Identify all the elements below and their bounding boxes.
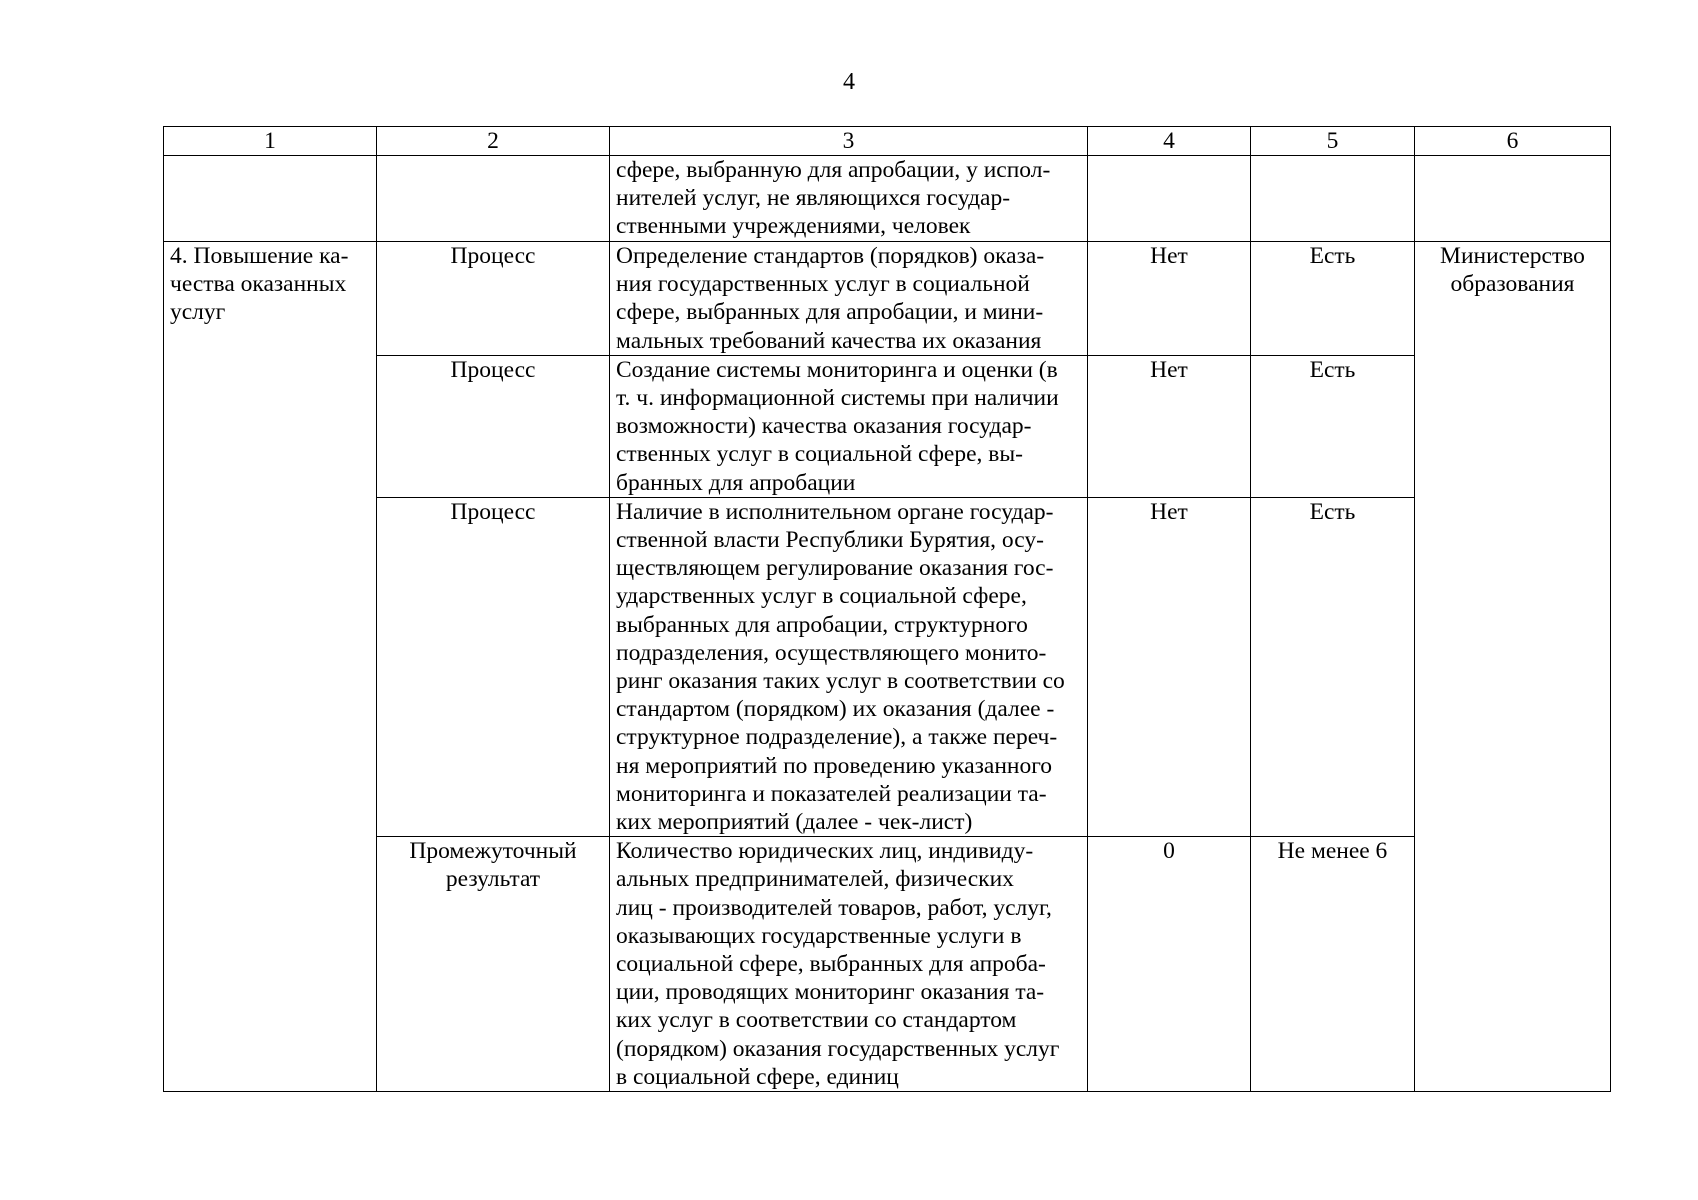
indicator-type-cell bbox=[377, 837, 610, 1092]
text-line: структурное подразделение), а также переч- bbox=[616, 724, 1058, 751]
text-line: бранных для апробации bbox=[616, 469, 856, 496]
text-line: 4. Повышение ка- bbox=[170, 243, 349, 269]
base-value-cell: Нет bbox=[1088, 355, 1251, 497]
text-line: ственных услуг в социальной сфере, вы- bbox=[616, 441, 1024, 468]
text-line: Определение стандартов (порядков) оказа- bbox=[616, 243, 1045, 269]
cell-empty bbox=[1415, 156, 1611, 242]
text-line: чества оказанных bbox=[170, 271, 347, 298]
text-line: Промежуточный bbox=[409, 838, 577, 865]
text-line: ственными учреждениями, человек bbox=[616, 213, 971, 240]
header-cell-1: 1 bbox=[164, 127, 377, 156]
text-line: сфере, выбранных для апробации, и мини- bbox=[616, 299, 1044, 326]
text-line: Наличие в исполнительном органе государ- bbox=[616, 498, 1054, 525]
text-line: подразделения, осуществляющего монито- bbox=[616, 639, 1047, 666]
text-line: оказывающих государственные услуги в bbox=[616, 922, 1022, 949]
text-line: в социальной сфере, единиц bbox=[616, 1063, 899, 1090]
text-line: альных предпринимателей, физических bbox=[616, 866, 1014, 893]
target-value-cell: Есть bbox=[1251, 242, 1415, 356]
text-line: ударственных услуг в социальной сфере, bbox=[616, 583, 1027, 610]
indicator-text-cell bbox=[610, 837, 1088, 1092]
text-line: Количество юридических лиц, индивиду- bbox=[616, 838, 1034, 865]
text-line: ственной власти Республики Бурятия, осу- bbox=[616, 527, 1044, 554]
indicator-text-cell bbox=[610, 242, 1088, 356]
text-line: т. ч. информационной системы при наличии bbox=[616, 385, 1059, 412]
indicator-type-cell bbox=[377, 497, 610, 836]
text-line: образования bbox=[1450, 271, 1575, 298]
cell-empty bbox=[1251, 156, 1415, 242]
table-header-row bbox=[164, 127, 1611, 156]
table-row bbox=[164, 242, 1611, 356]
text-line: Создание системы мониторинга и оценки (в bbox=[616, 356, 1058, 383]
target-value-cell: Есть bbox=[1251, 497, 1415, 836]
text-line: мониторинга и показателей реализации та- bbox=[616, 780, 1047, 807]
base-value-cell: Нет bbox=[1088, 497, 1251, 836]
text-line: услуг bbox=[170, 299, 226, 326]
indicator-text-cell bbox=[610, 355, 1088, 497]
text-line: мальных требований качества их оказания bbox=[616, 327, 1042, 354]
page-number: 4 bbox=[843, 69, 855, 95]
text-line: ких мероприятий (далее - чек-лист) bbox=[616, 809, 973, 836]
text-line: стандартом (порядком) их оказания (далее - bbox=[616, 696, 1055, 723]
text-line: нителей услуг, не являющихся государ- bbox=[616, 185, 1011, 212]
table-row bbox=[164, 497, 1611, 836]
table-row bbox=[164, 355, 1611, 497]
indicator-type-cell bbox=[377, 355, 610, 497]
indicator-text-cell bbox=[610, 156, 1088, 242]
text-line: Процесс bbox=[450, 356, 536, 383]
text-line: ния государственных услуг в социальной bbox=[616, 271, 1030, 298]
text-line: ществляющем регулирование оказания гос- bbox=[616, 555, 1054, 582]
text-line: ких услуг в соответствии со стандартом bbox=[616, 1007, 1017, 1034]
cell-empty bbox=[377, 156, 610, 242]
base-value-cell: 0 bbox=[1088, 837, 1251, 1092]
target-value-cell: Не менее 6 bbox=[1251, 837, 1415, 1092]
indicator-text-cell bbox=[610, 497, 1088, 836]
responsible-cell bbox=[1415, 242, 1611, 1092]
text-line: социальной сфере, выбранных для апроба- bbox=[616, 951, 1046, 978]
table-row bbox=[164, 837, 1611, 1092]
cell-empty bbox=[164, 156, 377, 242]
text-line: Министерство bbox=[1440, 243, 1585, 269]
task-cell bbox=[164, 242, 377, 1092]
text-line: ции, проводящих мониторинг оказания та- bbox=[616, 979, 1045, 1006]
indicators-table bbox=[163, 126, 1611, 1092]
text-line: лиц - производителей товаров, работ, услуг, bbox=[616, 894, 1052, 921]
text-line: выбранных для апробации, структурного bbox=[616, 611, 1028, 638]
text-line: ринг оказания таких услуг в соответствии со bbox=[616, 668, 1065, 695]
cell-empty bbox=[1088, 156, 1251, 242]
text-line: (порядком) оказания государственных услуг bbox=[616, 1035, 1060, 1062]
header-cell-4: 4 bbox=[1088, 127, 1251, 156]
table-row-continuation bbox=[164, 156, 1611, 242]
target-value-cell: Есть bbox=[1251, 355, 1415, 497]
text-line: ня мероприятий по проведению указанного bbox=[616, 752, 1053, 779]
text-line: сфере, выбранную для апробации, у испол- bbox=[616, 157, 1051, 183]
header-cell-2: 2 bbox=[377, 127, 610, 156]
text-line: возможности) качества оказания государ- bbox=[616, 413, 1032, 440]
header-cell-3: 3 bbox=[610, 127, 1088, 156]
header-cell-6: 6 bbox=[1415, 127, 1611, 156]
header-cell-5: 5 bbox=[1251, 127, 1415, 156]
text-line: Процесс bbox=[450, 243, 536, 269]
indicator-type-cell bbox=[377, 242, 610, 356]
base-value-cell: Нет bbox=[1088, 242, 1251, 356]
text-line: Процесс bbox=[450, 498, 536, 525]
text-line: результат bbox=[445, 866, 541, 893]
